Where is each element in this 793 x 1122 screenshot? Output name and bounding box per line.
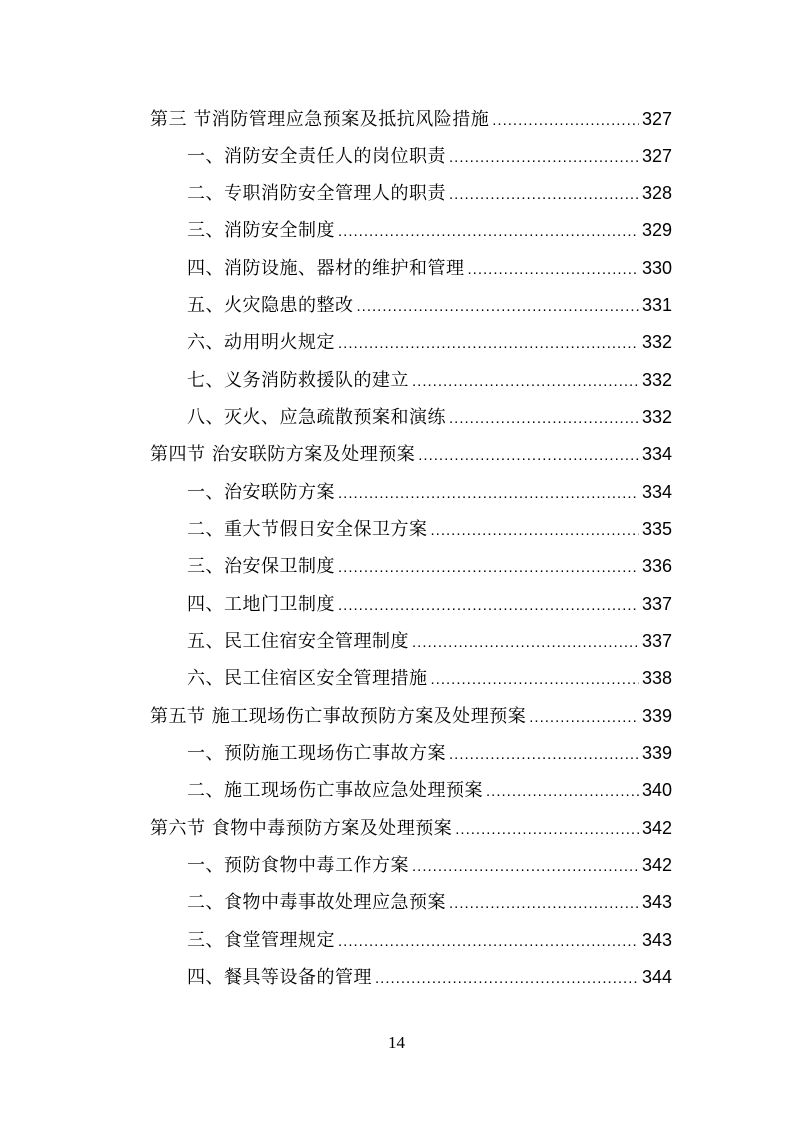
toc-entry-page: 334 — [641, 482, 672, 502]
toc-entry[interactable] — [187, 218, 672, 244]
toc-entry-page: 327 — [641, 146, 672, 166]
toc-entry[interactable] — [187, 928, 672, 954]
toc-entry-title: 六、民工住宿区安全管理措施 — [187, 668, 428, 689]
dot-leader — [492, 109, 639, 133]
toc-entry[interactable] — [187, 890, 672, 916]
toc-entry-title: 第四节 治安联防方案及处理预案 — [150, 444, 416, 465]
toc-entry[interactable] — [187, 517, 672, 543]
dot-leader — [338, 332, 639, 356]
toc-entry[interactable] — [187, 480, 672, 506]
dot-leader — [357, 295, 639, 319]
toc-entry[interactable] — [187, 778, 672, 804]
dot-leader — [412, 631, 639, 655]
toc-entry[interactable] — [187, 256, 672, 282]
toc-entry-title: 第五节 施工现场伤亡事故预防方案及处理预案 — [150, 706, 527, 727]
toc-entry-page: 332 — [641, 332, 672, 352]
page-number: 14 — [388, 1033, 405, 1052]
dot-leader — [338, 220, 639, 244]
toc-entry[interactable] — [187, 853, 672, 879]
toc-entry-page: 331 — [641, 295, 672, 315]
dot-leader — [338, 556, 639, 580]
toc-entry-page: 329 — [641, 220, 672, 240]
toc-entry-page: 332 — [641, 370, 672, 390]
toc-entry-title: 第三 节消防管理应急预案及抵抗风险措施 — [150, 109, 490, 130]
toc-entry-title: 三、食堂管理规定 — [187, 930, 335, 951]
toc-entry-title: 二、专职消防安全管理人的职责 — [187, 183, 446, 204]
dot-leader — [338, 594, 639, 618]
toc-entry-title: 二、食物中毒事故处理应急预案 — [187, 892, 446, 913]
toc-entry-page: 343 — [641, 892, 672, 912]
toc-entry-page: 342 — [641, 818, 672, 838]
toc-entry-title: 一、预防施工现场伤亡事故方案 — [187, 743, 446, 764]
toc-entry[interactable] — [150, 107, 672, 133]
toc-entry-page: 336 — [641, 556, 672, 576]
toc-entry[interactable] — [150, 816, 672, 842]
toc-entry-page: 337 — [641, 631, 672, 651]
toc-entry[interactable] — [187, 741, 672, 767]
dot-leader — [338, 930, 639, 954]
toc-entry-page: 339 — [641, 706, 672, 726]
toc-entry-page: 330 — [641, 258, 672, 278]
dot-leader — [449, 183, 639, 207]
dot-leader — [529, 706, 639, 730]
toc-entry-page: 344 — [641, 967, 672, 987]
dot-leader — [418, 444, 639, 468]
dot-leader — [338, 482, 639, 506]
toc-entry[interactable] — [150, 704, 672, 730]
toc-entry[interactable] — [187, 144, 672, 170]
toc-entry-title: 六、动用明火规定 — [187, 332, 335, 353]
toc-entry-title: 七、义务消防救援队的建立 — [187, 370, 409, 391]
toc-entry-page: 328 — [641, 183, 672, 203]
dot-leader — [449, 892, 639, 916]
toc-entry-title: 第六节 食物中毒预防方案及处理预案 — [150, 818, 453, 839]
toc-entry[interactable] — [187, 405, 672, 431]
dot-leader — [449, 407, 639, 431]
toc-entry-title: 五、民工住宿安全管理制度 — [187, 631, 409, 652]
toc-entry-title: 二、施工现场伤亡事故应急处理预案 — [187, 780, 483, 801]
toc-entry[interactable] — [187, 368, 672, 394]
toc-entry[interactable] — [187, 666, 672, 692]
dot-leader — [412, 370, 639, 394]
dot-leader — [412, 855, 639, 879]
toc-entry[interactable] — [187, 592, 672, 618]
toc-entry-page: 335 — [641, 519, 672, 539]
toc-entry-page: 339 — [641, 743, 672, 763]
toc-entry[interactable] — [187, 965, 672, 991]
toc-entry-title: 五、火灾隐患的整改 — [187, 295, 354, 316]
toc-entry-title: 一、消防安全责任人的岗位职责 — [187, 146, 446, 167]
toc-entry[interactable] — [187, 554, 672, 580]
dot-leader — [449, 743, 639, 767]
toc-entry-title: 四、餐具等设备的管理 — [187, 967, 372, 988]
toc-entry-title: 八、灭火、应急疏散预案和演练 — [187, 407, 446, 428]
toc-entry-title: 四、消防设施、器材的维护和管理 — [187, 258, 465, 279]
toc-entry-title: 四、工地门卫制度 — [187, 594, 335, 615]
toc-entry[interactable] — [187, 181, 672, 207]
toc-entry-title: 三、治安保卫制度 — [187, 556, 335, 577]
toc-entry-page: 327 — [641, 109, 672, 129]
dot-leader — [431, 519, 639, 543]
toc-entry-page: 343 — [641, 930, 672, 950]
toc-entry[interactable] — [187, 330, 672, 356]
dot-leader — [455, 818, 639, 842]
toc-entry-page: 332 — [641, 407, 672, 427]
toc-entry[interactable] — [150, 442, 672, 468]
dot-leader — [431, 668, 639, 692]
toc-entry-title: 一、治安联防方案 — [187, 482, 335, 503]
toc-entry-page: 338 — [641, 668, 672, 688]
dot-leader — [449, 146, 639, 170]
dot-leader — [468, 258, 639, 282]
toc-entry[interactable] — [187, 293, 672, 319]
dot-leader — [486, 780, 639, 804]
toc-entry-page: 334 — [641, 444, 672, 464]
toc-entry-title: 一、预防食物中毒工作方案 — [187, 855, 409, 876]
dot-leader — [375, 967, 639, 991]
toc-entry[interactable] — [187, 629, 672, 655]
toc-entry-page: 342 — [641, 855, 672, 875]
toc-entry-page: 340 — [641, 780, 672, 800]
toc-entry-title: 三、消防安全制度 — [187, 220, 335, 241]
toc-entry-page: 337 — [641, 594, 672, 614]
toc-entry-title: 二、重大节假日安全保卫方案 — [187, 519, 428, 540]
